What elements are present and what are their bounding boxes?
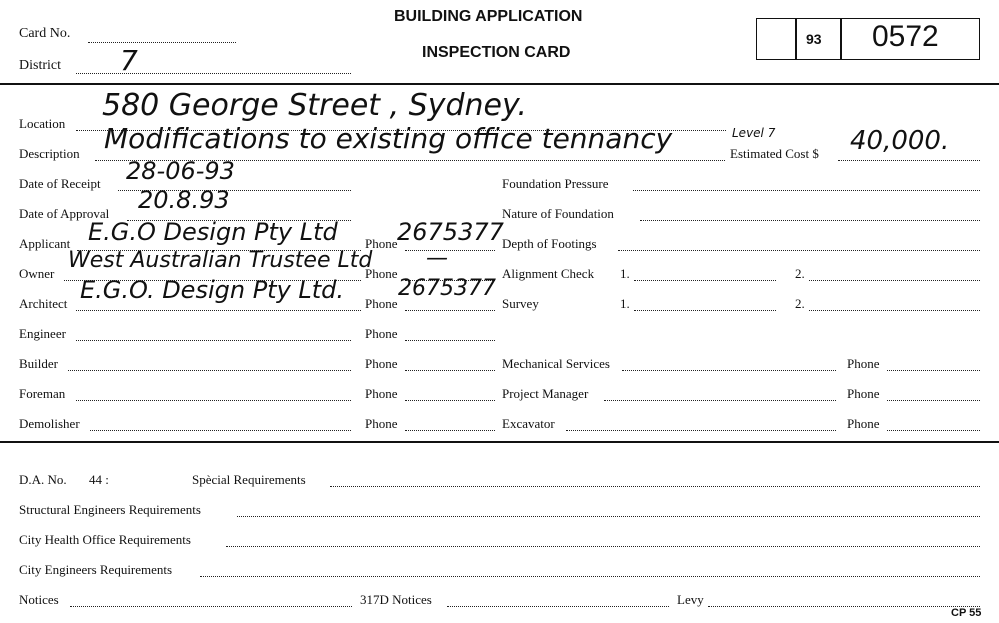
foreman-line[interactable] (76, 400, 351, 401)
foundation-pressure-line[interactable] (633, 190, 980, 191)
foundation-pressure-label: Foundation Pressure (502, 176, 609, 191)
project-manager-phone-line[interactable] (887, 400, 980, 401)
engineer-label: Engineer (19, 326, 66, 341)
alignment-2-label: 2. (795, 266, 805, 281)
survey-1-line[interactable] (634, 310, 776, 311)
builder-phone-line[interactable] (405, 370, 495, 371)
notices-label: Notices (19, 592, 59, 607)
nature-foundation-label: Nature of Foundation (502, 206, 614, 221)
date-approval-label: Date of Approval (19, 206, 110, 221)
foreman-phone-label: Phone (365, 386, 398, 401)
health-label: City Health Office Requirements (19, 532, 191, 547)
builder-line[interactable] (68, 370, 351, 371)
alignment-check-label: Alignment Check (502, 266, 595, 281)
architect-phone-line[interactable] (405, 310, 495, 311)
owner-label: Owner (19, 266, 55, 281)
owner-phone-label: Phone (365, 266, 398, 281)
date-receipt-value: 28-06-93 (126, 157, 235, 185)
da-no-value: 44 : (89, 472, 109, 487)
city-engineers-line[interactable] (200, 576, 980, 577)
levy-line[interactable] (708, 606, 980, 607)
excavator-label: Excavator (502, 416, 555, 431)
health-line[interactable] (226, 546, 980, 547)
box-number: 0572 (872, 20, 939, 53)
structural-line[interactable] (237, 516, 980, 517)
applicant-phone-value: 2675377 (397, 218, 504, 246)
section-rule (0, 441, 999, 443)
alignment-1-line[interactable] (634, 280, 776, 281)
title-line2: INSPECTION CARD (422, 44, 571, 61)
owner-phone-value: — (426, 246, 448, 271)
engineer-phone-label: Phone (365, 326, 398, 341)
engineer-line[interactable] (76, 340, 351, 341)
box-year: 93 (806, 31, 822, 47)
excavator-line[interactable] (566, 430, 836, 431)
engineer-phone-line[interactable] (405, 340, 495, 341)
demolisher-label: Demolisher (19, 416, 80, 431)
da-no-label: D.A. No. (19, 472, 67, 487)
applicant-label: Applicant (19, 236, 71, 251)
special-requirements-line[interactable] (330, 486, 980, 487)
depth-footings-label: Depth of Footings (502, 236, 597, 251)
demolisher-phone-line[interactable] (405, 430, 495, 431)
applicant-phone-line[interactable] (405, 250, 495, 251)
estimated-cost-line[interactable] (838, 160, 980, 161)
estimated-cost-label: Estimated Cost $ (730, 146, 819, 161)
architect-line[interactable] (76, 310, 361, 311)
card-number-box (756, 18, 980, 60)
location-value: 580 George Street , Sydney. (102, 88, 527, 123)
date-approval-value: 20.8.93 (138, 186, 230, 214)
special-requirements-label: Spècial Requirements (192, 472, 306, 487)
district-line[interactable] (76, 73, 351, 74)
demolisher-line[interactable] (90, 430, 351, 431)
excavator-phone-label: Phone (847, 416, 880, 431)
architect-phone-label: Phone (365, 296, 398, 311)
notices-line[interactable] (70, 606, 352, 607)
mechanical-label: Mechanical Services (502, 356, 610, 371)
mechanical-phone-label: Phone (847, 356, 880, 371)
description-label: Description (19, 146, 80, 161)
district-value: 7 (120, 44, 138, 77)
city-engineers-label: City Engineers Requirements (19, 562, 173, 577)
demolisher-phone-label: Phone (365, 416, 398, 431)
depth-footings-line[interactable] (618, 250, 980, 251)
structural-label: Structural Engineers Requirements (19, 502, 201, 517)
architect-phone-value: 2675377 (398, 276, 496, 301)
notices-317d-label: 317D Notices (360, 592, 432, 607)
architect-value: E.G.O. Design Pty Ltd. (80, 276, 345, 304)
location-label: Location (19, 116, 66, 131)
description-value: Modifications to existing office tennancy (104, 122, 673, 155)
project-manager-line[interactable] (604, 400, 836, 401)
builder-phone-label: Phone (365, 356, 398, 371)
owner-value: West Australian Trustee Ltd (68, 248, 373, 273)
mechanical-phone-line[interactable] (887, 370, 980, 371)
box-divider (840, 18, 842, 60)
nature-foundation-line[interactable] (640, 220, 980, 221)
survey-2-line[interactable] (809, 310, 980, 311)
mechanical-line[interactable] (622, 370, 836, 371)
alignment-2-line[interactable] (809, 280, 980, 281)
notices-317d-line[interactable] (447, 606, 669, 607)
project-manager-phone-label: Phone (847, 386, 880, 401)
survey-label: Survey (502, 296, 539, 311)
project-manager-label: Project Manager (502, 386, 589, 401)
date-receipt-label: Date of Receipt (19, 176, 101, 191)
survey-1-label: 1. (620, 296, 630, 311)
applicant-phone-label: Phone (365, 236, 398, 251)
levy-label: Levy (677, 592, 704, 607)
card-no-line[interactable] (88, 42, 236, 43)
form-code: CP 55 (951, 607, 982, 619)
applicant-value: E.G.O Design Pty Ltd (88, 218, 338, 246)
header-rule (0, 83, 999, 85)
card-no-label: Card No. (19, 26, 71, 41)
description-note: Level 7 (732, 126, 776, 140)
box-divider (795, 18, 797, 60)
survey-2-label: 2. (795, 296, 805, 311)
foreman-phone-line[interactable] (405, 400, 495, 401)
excavator-phone-line[interactable] (887, 430, 980, 431)
builder-label: Builder (19, 356, 58, 371)
foreman-label: Foreman (19, 386, 66, 401)
alignment-1-label: 1. (620, 266, 630, 281)
architect-label: Architect (19, 296, 68, 311)
estimated-cost-value: 40,000. (850, 126, 950, 156)
title-line1: BUILDING APPLICATION (394, 8, 583, 25)
district-label: District (19, 58, 61, 73)
